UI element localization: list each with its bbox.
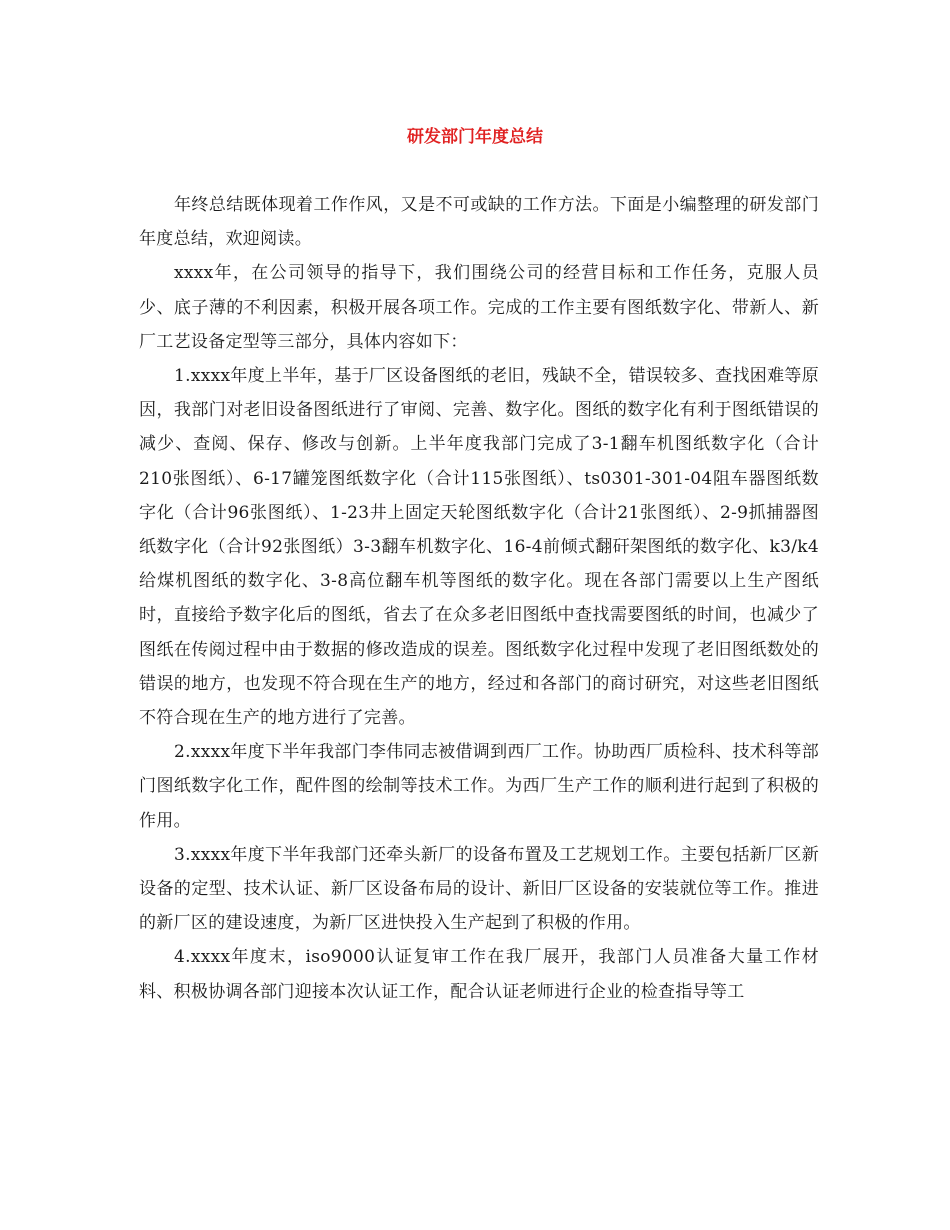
document-body bbox=[139, 188, 819, 1009]
document-title: 研发部门年度总结 bbox=[407, 127, 543, 147]
paragraph-overview: xxxx年，在公司领导的指导下，我们围绕公司的经营目标和工作任务，克服人员少、底子薄的不利因素，积极开展各项工作。完成的工作主要有图纸数字化、带新人、新厂工艺设备定型等三部分，具体内容如下： bbox=[139, 263, 819, 352]
paragraph-item-2: 2.xxxx年度下半年我部门李伟同志被借调到西厂工作。协助西厂质检科、技术科等部门图纸数字化工作，配件图的绘制等技术工作。为西厂生产工作的顺利进行起到了积极的作用。 bbox=[139, 742, 819, 831]
paragraph-item-3: 3.xxxx年度下半年我部门还牵头新厂的设备布置及工艺规划工作。主要包括新厂区新设备的定型、技术认证、新厂区设备布局的设计、新旧厂区设备的安装就位等工作。推进的新厂区的建设速度，为新厂区进快投入生产起到了积极的作用。 bbox=[139, 844, 819, 934]
paragraph-item-1: 1.xxxx年度上半年，基于厂区设备图纸的老旧，残缺不全，错误较多、查找困难等原因，我部门对老旧设备图纸进行了审阅、完善、数字化。图纸的数字化有利于图纸错误的减少、查阅、保存、修改与创新。上半年度我部门完成了3-1翻车机图纸数字化（合计210张图纸）、6-17罐笼图纸数字化（合计115张图纸）、ts0301-301-04阻车器图纸数字化（合计96张图纸）、1-23井上固定天轮图纸数字化（合计21张图纸）、2-9抓捕器图纸数字化（合计92张图纸）3-3翻车机数字化、16-4前倾式翻矸架图纸的数字化、k3/k4给煤机图纸的数字化、3-8高位翻车机等图纸的数字化。现在各部门需要以上生产图纸时，直接给予数字化后的图纸，省去了在众多老旧图纸中查找需要图纸的时间，也减少了图纸在传阅过程中由于数据的修改造成的误差。图纸数字化过程中发现了老旧图纸数处的错误的地方，也发现不符合现在生产的地方，经过和各部门的商讨研究，对这些老旧图纸不符合现在生产的地方进行了完善。 bbox=[139, 366, 819, 729]
paragraph-intro: 年终总结既体现着工作作风，又是不可或缺的工作方法。下面是小编整理的研发部门年度总结，欢迎阅读。 bbox=[139, 195, 819, 250]
paragraph-item-4: 4.xxxx年度末，iso9000认证复审工作在我厂展开，我部门人员准备大量工作材料、积极协调各部门迎接本次认证工作，配合认证老师进行企业的检查指导等工 bbox=[139, 947, 819, 1002]
